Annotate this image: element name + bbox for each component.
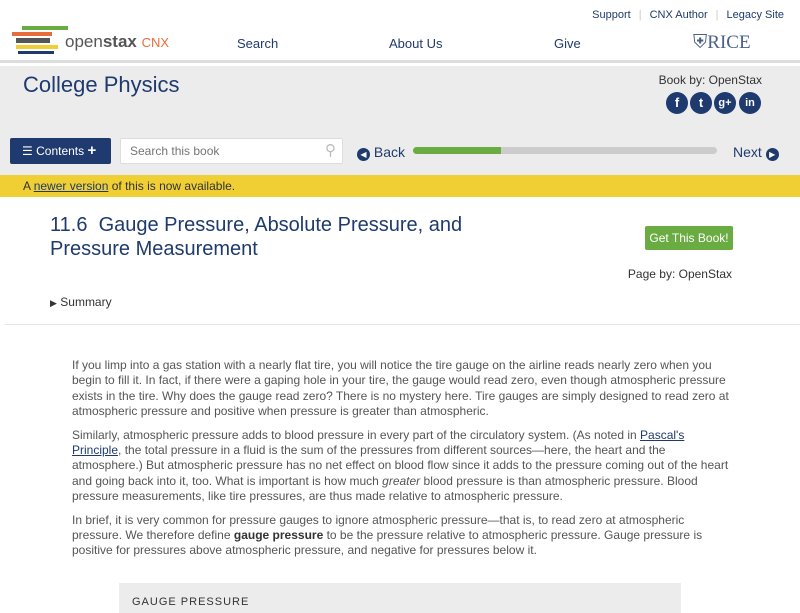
- list-icon: ☰: [22, 144, 33, 158]
- search-icon[interactable]: ⚲: [325, 142, 336, 159]
- legacy-site-link[interactable]: Legacy Site: [726, 9, 784, 21]
- shield-icon: ⛨: [693, 32, 708, 53]
- divider: [5, 324, 800, 325]
- progress-fill: [413, 147, 501, 154]
- gauge-pressure-note: GAUGE PRESSURE: [119, 583, 681, 613]
- page-title: 11.6 Gauge Pressure, Absolute Pressure, and Pressure Measurement: [50, 214, 463, 260]
- summary-toggle[interactable]: ▶ Summary: [50, 295, 112, 309]
- pascals-principle-link[interactable]: Pascal's Principle: [72, 427, 685, 458]
- nav-search[interactable]: Search: [237, 36, 279, 51]
- linkedin-icon[interactable]: in: [739, 92, 761, 114]
- cnx-author-link[interactable]: CNX Author: [649, 9, 708, 21]
- twitter-icon[interactable]: t: [690, 92, 712, 114]
- nav-about-us[interactable]: About Us: [389, 36, 443, 51]
- paragraph: In brief, it is very common for pressure gauges to ignore atmospheric pressure—that is, to read zero at atmospheric pressure. We therefore define gauge pressure to be the pressure relative to atmospheric pressure. Gauge pressure is positive for pressures above atmospheric pressure, and negative for pressures below it.: [72, 512, 703, 558]
- search-box: [120, 138, 343, 164]
- book-progress-bar: [413, 147, 717, 154]
- openstax-logo-icon[interactable]: [12, 26, 68, 56]
- support-link[interactable]: Support: [592, 9, 631, 21]
- facebook-icon[interactable]: f: [666, 92, 688, 114]
- divider: |: [638, 9, 642, 21]
- triangle-right-icon: ▶: [50, 298, 57, 308]
- newer-version-notice: A newer version of this is now available.: [0, 175, 800, 197]
- paragraph: If you limp into a gas station with a nearly flat tire, you will notice the tire gauge on the airline reads nearly zero when you begin to fill it. In fact, if there were a gaping hole in your tire, the gauge would read zero, even though atmospheric pressure exists in the tire. Why does the gauge read zero? There is no mystery here. Tire gauges are simply designed to read zero at atmospheric pressure and positive when pressure is greater than atmospheric.: [72, 358, 729, 419]
- openstax-cnx-logo-text[interactable]: openstax CNX: [65, 32, 170, 51]
- plus-icon: +: [87, 142, 97, 159]
- search-input[interactable]: [121, 139, 311, 163]
- paragraph: Similarly, atmospheric pressure adds to blood pressure in every part of the circulatory system. (As noted in Pascal's Principle, the total pressure in a fluid is the sum of the pressures from different sources—here, the heart and the atmosphere.) But atmospheric pressure has no net effect on blood flow since it adds to the pressure coming out of the heart and going back into it, too. What is important is how much greater blood pressure is than atmospheric pressure. Blood pressure measurements, like tire pressures, are thus made relative to atmospheric pressure.: [72, 427, 729, 504]
- rice-logo[interactable]: ⛨RICE: [693, 32, 751, 53]
- nav-give[interactable]: Give: [554, 36, 581, 51]
- page-by: Page by: OpenStax: [627, 267, 732, 281]
- chevron-right-icon: ▶: [766, 148, 779, 161]
- chevron-left-icon: ◀: [357, 148, 370, 161]
- book-title[interactable]: College Physics: [23, 72, 180, 97]
- divider: |: [715, 9, 719, 21]
- google-plus-icon[interactable]: g+: [714, 92, 736, 114]
- back-button[interactable]: ◀ Back: [357, 144, 405, 161]
- next-button[interactable]: Next ▶: [733, 144, 779, 161]
- get-this-book-button[interactable]: Get This Book!: [645, 226, 733, 250]
- top-links: [588, 9, 788, 21]
- page-content: [72, 358, 737, 567]
- newer-version-link[interactable]: newer version: [33, 179, 109, 193]
- book-by: Book by: OpenStax: [658, 73, 762, 87]
- contents-button[interactable]: ☰ Contents +: [10, 138, 111, 164]
- site-header: [0, 0, 800, 63]
